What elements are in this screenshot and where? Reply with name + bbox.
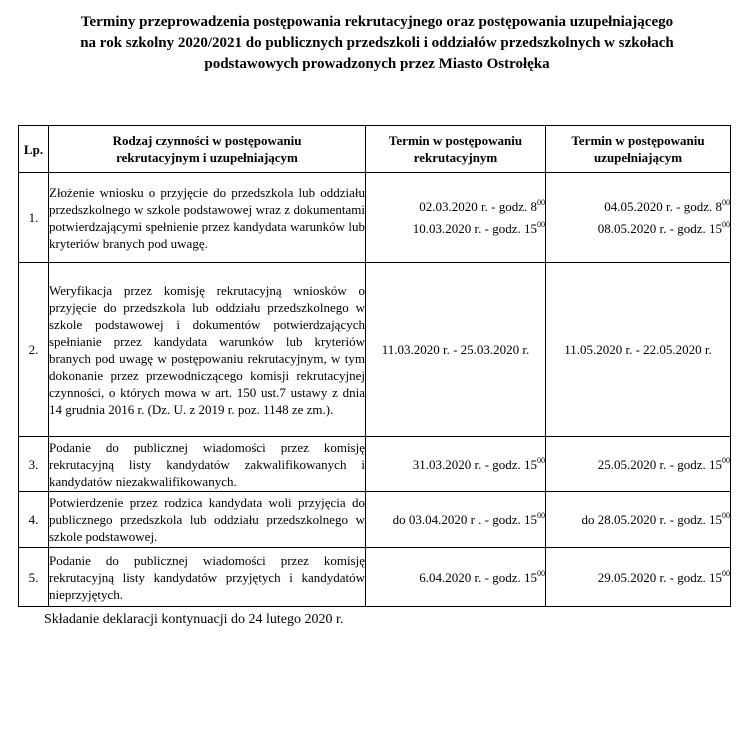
term-end xyxy=(366,218,545,240)
term-minutes: 00 xyxy=(537,455,545,465)
term-minutes: 00 xyxy=(722,219,730,229)
term-end xyxy=(546,218,730,240)
header-rekrutacja-line-2: rekrutacyjnym xyxy=(413,150,498,165)
table-header-row xyxy=(19,126,731,173)
term-minutes: 00 xyxy=(722,455,730,465)
term-start xyxy=(366,196,545,218)
term-text: 08.05.2020 r. - godz. 15 xyxy=(597,220,722,236)
document-title xyxy=(0,12,754,75)
row-description: Potwierdzenie przez rodzica kandydata woli przyjęcia do publicznego przedszkola lub oddziału przedszkolnego w szkole podstawowej. xyxy=(49,492,366,548)
row-uzupelnienie-term xyxy=(546,173,731,263)
table-row xyxy=(19,437,731,492)
term-minutes: 00 xyxy=(537,511,545,520)
term-text: 25.05.2020 r. - godz. 15 xyxy=(597,456,722,472)
term-minutes: 00 xyxy=(537,197,545,207)
row-rekrutacja-term xyxy=(366,492,546,548)
row-rekrutacja-term xyxy=(366,437,546,492)
row-uzupelnienie-term xyxy=(546,437,731,492)
term-start xyxy=(546,196,730,218)
row-rekrutacja-term xyxy=(366,173,546,263)
row-description: Złożenie wniosku o przyjęcie do przedszkola lub oddziału przedszkolnego w szkole podstawowej wraz z dokumentami potwierdzającymi spełnienie przez kandydata warunków lub kryteriów branych pod uwagę. xyxy=(49,173,366,263)
schedule-table xyxy=(18,125,731,607)
header-description-line-2: rekrutacyjnym i uzupełniającym xyxy=(116,150,298,165)
table-row xyxy=(19,263,731,437)
header-description xyxy=(49,126,366,173)
row-uzupelnienie-term xyxy=(546,492,731,548)
term-minutes: 00 xyxy=(537,568,545,578)
row-number: 2. xyxy=(19,263,49,437)
header-uzupelnienie xyxy=(546,126,731,173)
row-rekrutacja-term: 11.03.2020 r. - 25.03.2020 r. xyxy=(366,263,546,437)
title-line-2: na rok szkolny 2020/2021 do publicznych przedszkoli i oddziałów przedszkolnych w szkołach xyxy=(80,35,674,51)
term-text: 04.05.2020 r. - godz. 8 xyxy=(604,198,722,214)
row-description: Podanie do publicznej wiadomości przez komisję rekrutacyjną listy kandydatów zakwalifikowanych i kandydatów niezakwalifikowanych. xyxy=(49,437,366,492)
term-text: 6.04.2020 r. - godz. 15 xyxy=(419,569,537,585)
term-text: do 28.05.2020 r. - godz. 15 xyxy=(581,512,722,527)
header-lp: Lp. xyxy=(19,126,49,173)
term-minutes: 00 xyxy=(722,568,730,578)
header-uzupelnienie-line-1: Termin w postępowaniu xyxy=(571,133,705,148)
row-description: Podanie do publicznej wiadomości przez komisję rekrutacyjną listy kandydatów przyjętych i kandydatów nieprzyjętych. xyxy=(49,548,366,607)
term-text: 31.03.2020 r. - godz. 15 xyxy=(412,456,537,472)
table-row xyxy=(19,492,731,548)
term-minutes: 00 xyxy=(722,197,730,207)
row-number: 4. xyxy=(19,492,49,548)
term-text: 29.05.2020 r. - godz. 15 xyxy=(597,569,722,585)
title-line-3: podstawowych prowadzonych przez Miasto Ostrołęka xyxy=(204,56,550,72)
term-text: 10.03.2020 r. - godz. 15 xyxy=(412,220,537,236)
table-row xyxy=(19,548,731,607)
term-minutes: 00 xyxy=(537,219,545,229)
row-number: 3. xyxy=(19,437,49,492)
header-rekrutacja xyxy=(366,126,546,173)
row-number: 5. xyxy=(19,548,49,607)
header-rekrutacja-line-1: Termin w postępowaniu xyxy=(388,133,523,148)
term-text: 02.03.2020 r. - godz. 8 xyxy=(419,198,537,214)
header-uzupelnienie-line-2: uzupełniającym xyxy=(593,150,683,165)
table-row xyxy=(19,173,731,263)
footnote: Składanie deklaracji kontynuacji do 24 lutego 2020 r. xyxy=(44,612,344,627)
row-description: Weryfikacja przez komisję rekrutacyjną wniosków o przyjęcie do przedszkola lub oddziału przedszkolnego w szkole podstawowej i dokumentów potwierdzających spełnianie przez kandydata warunków lub kryteriów branych pod uwagę w postępowaniu rekrutacyjnym, w tym dokonanie przez przewodniczącego komisji rekrutacyjnej czynności, o których mowa w art. 150 ust.7 ustawy z dnia 14 grudnia 2016 r. (Dz. U. z 2019 r. poz. 1148 ze zm.). xyxy=(49,263,366,437)
term-minutes: 00 xyxy=(722,511,730,520)
row-uzupelnienie-term xyxy=(546,548,731,607)
title-line-1: Terminy przeprowadzenia postępowania rekrutacyjnego oraz postępowania uzupełniającego xyxy=(80,14,674,30)
row-uzupelnienie-term: 11.05.2020 r. - 22.05.2020 r. xyxy=(546,263,731,437)
row-rekrutacja-term xyxy=(366,548,546,607)
term-text: do 03.04.2020 r . - godz. 15 xyxy=(392,512,537,527)
row-number: 1. xyxy=(19,173,49,263)
header-description-line-1: Rodzaj czynności w postępowaniu xyxy=(112,133,302,148)
